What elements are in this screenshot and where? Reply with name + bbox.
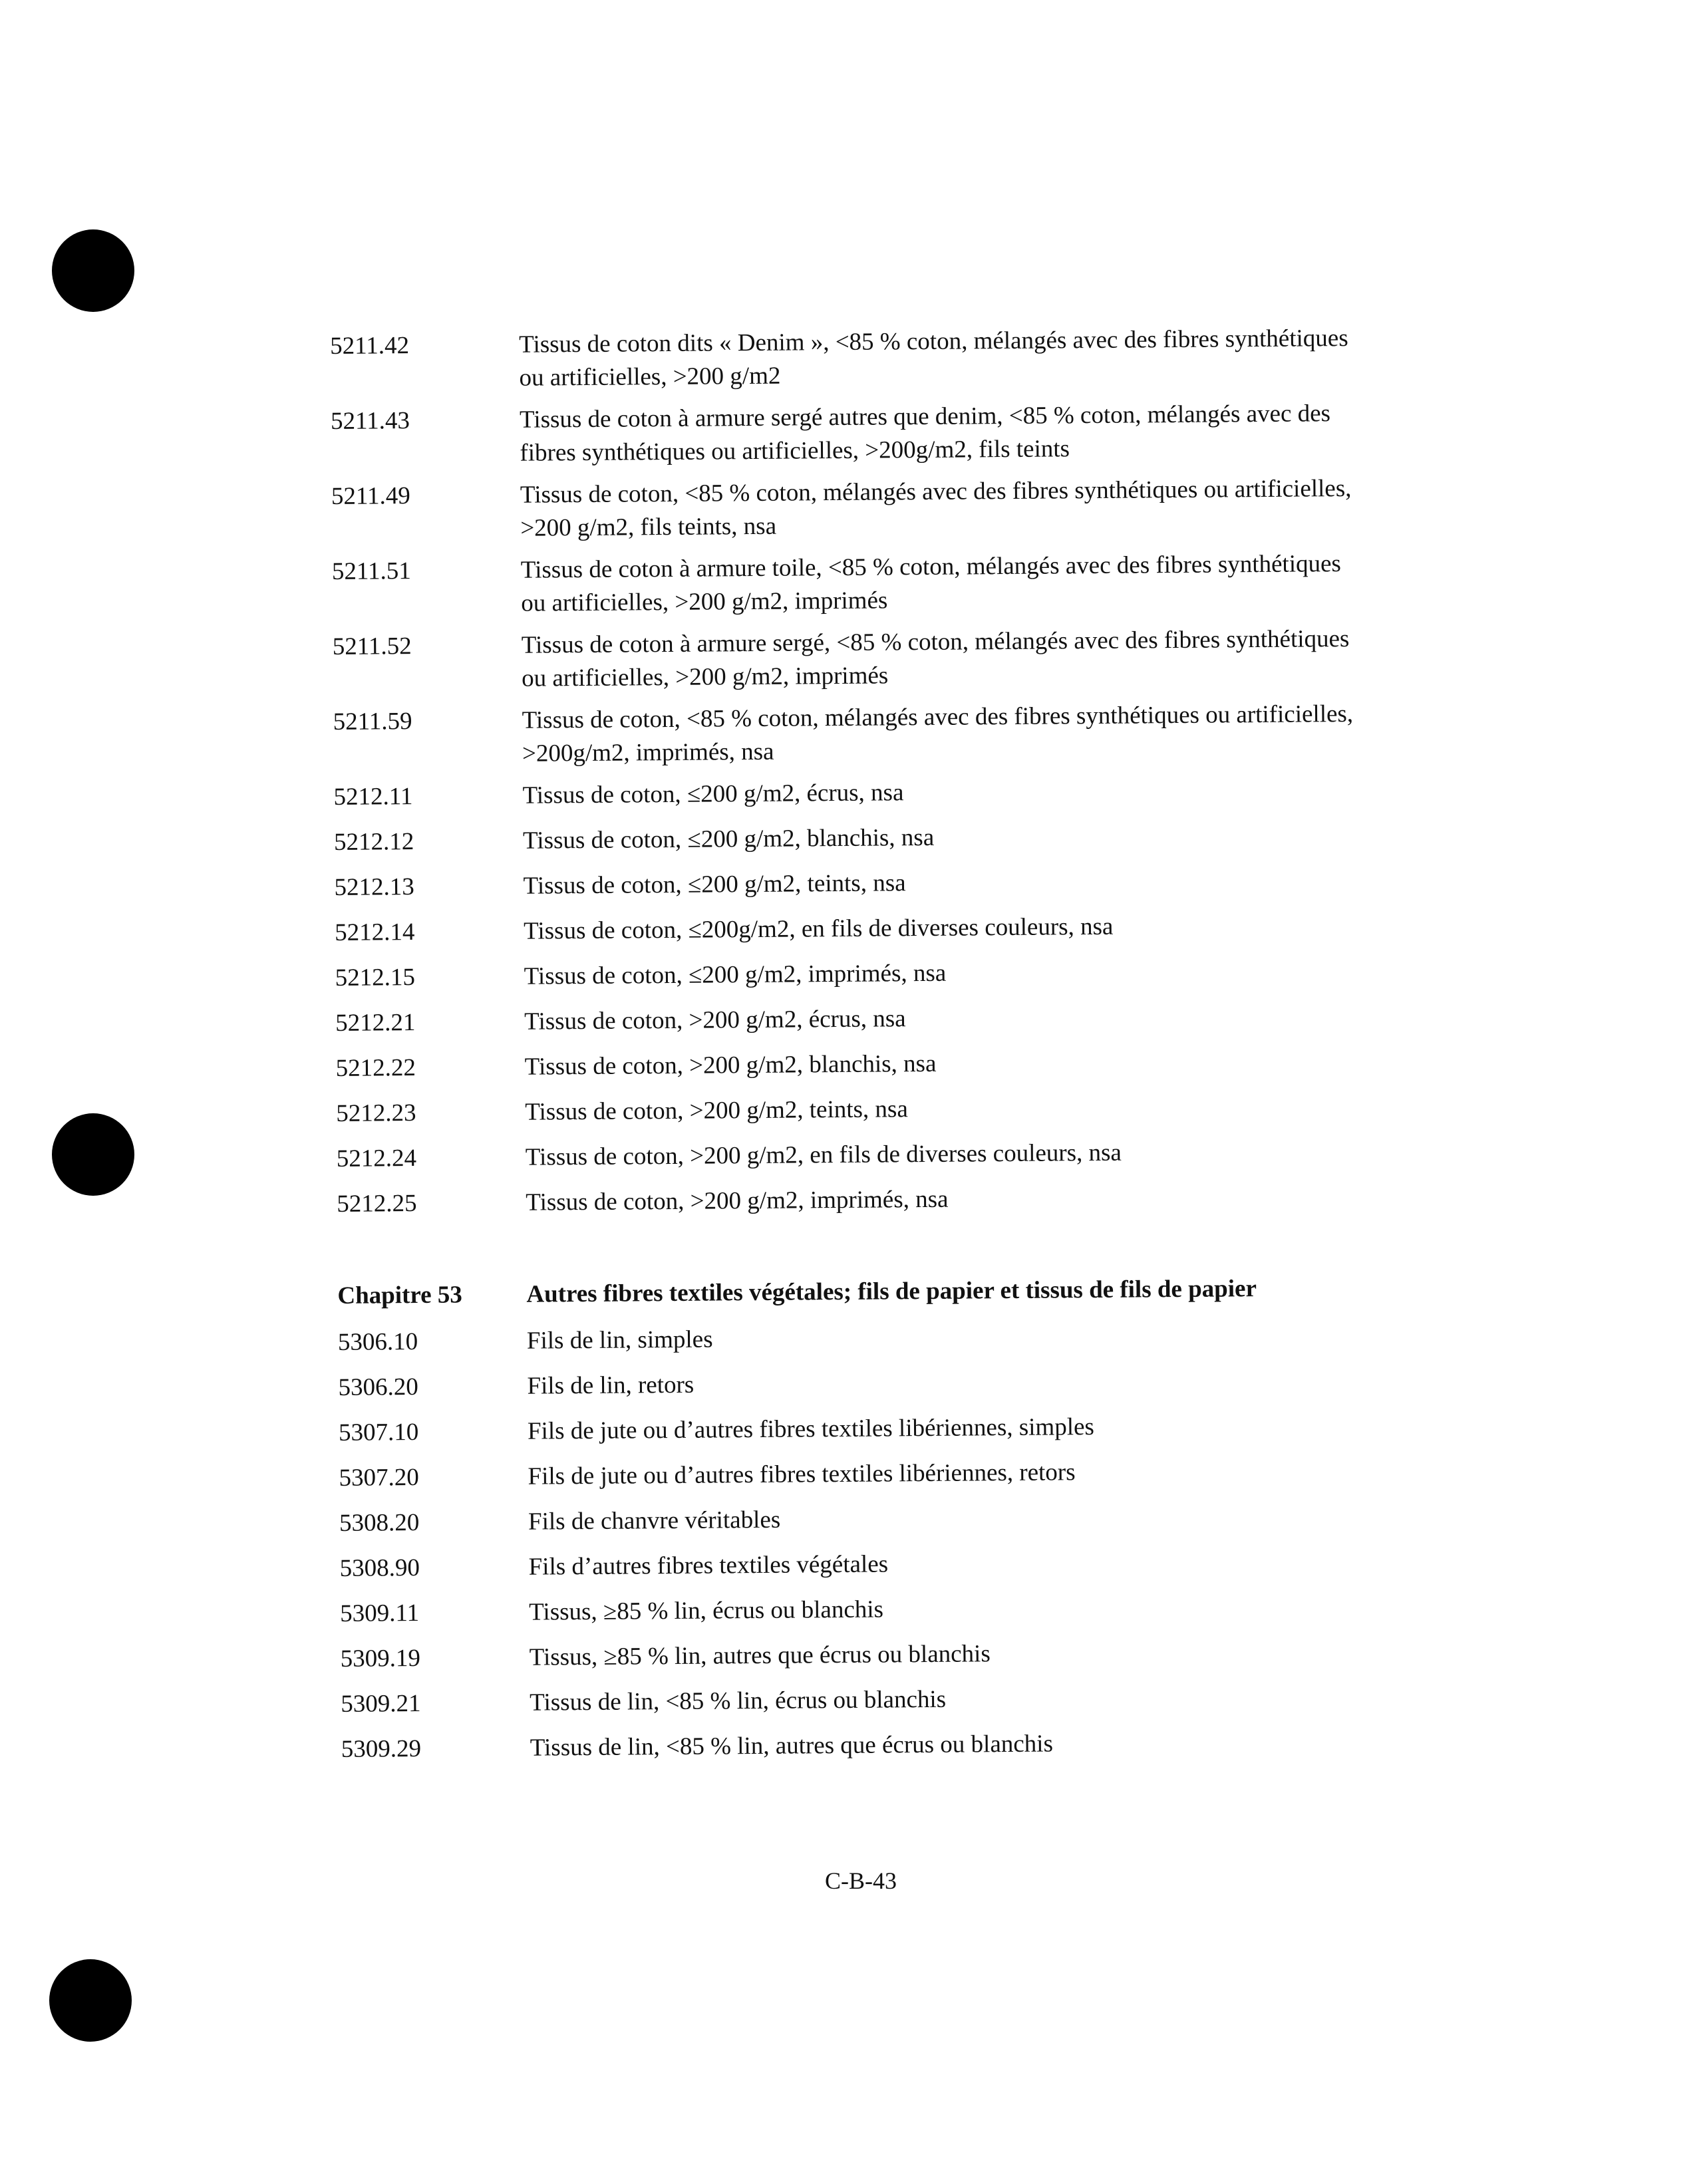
tariff-description: Tissus, ≥85 % lin, écrus ou blanchis	[528, 1595, 884, 1626]
tariff-description: Tissus de coton à armure sergé, <85 % coton, mélangés avec des fibres synthétiques ou artificielles, >200 g/m2, imprimés	[521, 624, 1350, 692]
tariff-entry	[338, 1318, 1376, 1371]
tariff-description: Fils de lin, retors	[527, 1371, 695, 1400]
tariff-entry	[335, 954, 1372, 1007]
tariff-code: 5211.43	[330, 407, 410, 435]
tariff-list	[330, 322, 1379, 1778]
tariff-code: 5309.29	[341, 1734, 422, 1763]
tariff-code: 5212.25	[337, 1190, 417, 1218]
tariff-description: Tissus de coton, ≤200g/m2, en fils de diverses couleurs, nsa	[523, 912, 1114, 945]
tariff-code: 5212.24	[336, 1145, 417, 1172]
tariff-entry	[336, 1089, 1374, 1143]
tariff-code: 5309.11	[340, 1599, 420, 1627]
tariff-code: 5306.10	[337, 1328, 418, 1356]
tariff-entry	[335, 999, 1373, 1052]
tariff-entry	[333, 698, 1371, 781]
tariff-entry	[337, 1135, 1374, 1188]
tariff-description: Tissus de coton, >200 g/m2, en fils de diverses couleurs, nsa	[525, 1139, 1122, 1171]
tariff-entry	[339, 1409, 1376, 1462]
tariff-description: Tissus, ≥85 % lin, autres que écrus ou blanchis	[529, 1640, 991, 1671]
tariff-description: Fils d’autres fibres textiles végétales	[528, 1550, 889, 1581]
tariff-description: Tissus de coton, ≤200 g/m2, blanchis, nsa	[522, 823, 935, 855]
chapter-title: Autres fibres textiles végétales; fils de papier et tissus de fils de papier	[526, 1275, 1257, 1308]
tariff-code: 5212.11	[333, 783, 413, 811]
chapter-heading	[337, 1272, 1376, 1326]
binder-hole-top	[52, 229, 134, 312]
binder-hole-middle	[52, 1113, 134, 1196]
tariff-entry	[341, 1635, 1378, 1688]
tariff-entry	[331, 472, 1370, 555]
tariff-entry	[338, 1363, 1376, 1417]
tariff-description: Tissus de coton, ≤200 g/m2, imprimés, nsa	[524, 959, 947, 990]
tariff-description: Tissus de coton, <85 % coton, mélangés avec des fibres synthétiques ou artificielles, >200g/m2, imprimés, nsa	[522, 700, 1354, 767]
tariff-description: Tissus de coton, ≤200 g/m2, teints, nsa	[523, 869, 906, 900]
tariff-entry	[330, 322, 1368, 405]
tariff-code: 5211.59	[333, 708, 412, 736]
tariff-entry	[334, 863, 1372, 916]
tariff-entry	[332, 547, 1370, 630]
tariff-code: 5308.90	[339, 1554, 420, 1582]
tariff-code: 5212.14	[334, 918, 415, 946]
tariff-entry	[336, 1044, 1374, 1097]
tariff-description: Tissus de coton, <85 % coton, mélangés avec des fibres synthétiques ou artificielles, >200 g/m2, fils teints, nsa	[520, 474, 1352, 542]
tariff-description: Tissus de lin, <85 % lin, écrus ou blanchis	[530, 1685, 947, 1716]
page-number: C-B-43	[825, 1867, 897, 1894]
tariff-code: 5212.12	[333, 828, 414, 856]
tariff-code: 5307.20	[339, 1464, 419, 1492]
tariff-entry	[340, 1589, 1378, 1643]
chapter-label: Chapitre 53	[337, 1281, 462, 1309]
tariff-code: 5212.15	[335, 964, 416, 992]
tariff-code: 5309.21	[341, 1689, 421, 1718]
tariff-description: Tissus de coton, >200 g/m2, imprimés, nsa	[526, 1185, 949, 1216]
tariff-code: 5309.19	[340, 1644, 421, 1673]
tariff-code: 5212.13	[334, 873, 414, 901]
tariff-code: 5306.20	[338, 1373, 418, 1401]
tariff-code: 5212.22	[335, 1054, 416, 1082]
tariff-code: 5212.21	[335, 1009, 416, 1037]
tariff-entry	[341, 1680, 1378, 1733]
tariff-code: 5211.52	[332, 632, 412, 660]
tariff-entry	[341, 1725, 1379, 1778]
tariff-description: Tissus de coton, ≤200 g/m2, écrus, nsa	[522, 779, 904, 809]
tariff-description: Tissus de coton à armure sergé autres que denim, <85 % coton, mélangés avec des fibres synthétiques ou artificielles, >200g/m2, fils teints	[519, 400, 1331, 467]
tariff-description: Fils de chanvre véritables	[528, 1506, 781, 1536]
tariff-description: Fils de jute ou d’autres fibres textiles libériennes, retors	[528, 1458, 1076, 1490]
tariff-description: Tissus de coton, >200 g/m2, teints, nsa	[525, 1095, 908, 1126]
tariff-description: Fils de jute ou d’autres fibres textiles libériennes, simples	[527, 1413, 1095, 1445]
tariff-code: 5211.51	[331, 557, 411, 585]
tariff-description: Tissus de coton, >200 g/m2, écrus, nsa	[524, 1005, 906, 1035]
tariff-entry	[334, 818, 1372, 871]
tariff-entry	[339, 1544, 1377, 1597]
tariff-entry	[339, 1454, 1376, 1507]
tariff-entry	[333, 773, 1371, 826]
tariff-code: 5211.42	[330, 332, 410, 360]
tariff-entry	[335, 908, 1372, 962]
tariff-description: Fils de lin, simples	[526, 1325, 713, 1355]
tariff-code: 5211.49	[331, 482, 411, 510]
tariff-entry	[339, 1499, 1377, 1552]
tariff-description: Tissus de lin, <85 % lin, autres que écrus ou blanchis	[530, 1730, 1054, 1762]
tariff-code: 5308.20	[339, 1509, 420, 1537]
tariff-description: Tissus de coton dits « Denim », <85 % coton, mélangés avec des fibres synthétiques ou artificielles, >200 g/m2	[519, 324, 1348, 392]
tariff-description: Tissus de coton à armure toile, <85 % coton, mélangés avec des fibres synthétiques ou artificielles, >200 g/m2, imprimés	[520, 550, 1342, 617]
tariff-code: 5212.23	[336, 1099, 416, 1127]
tariff-code: 5307.10	[338, 1419, 419, 1446]
tariff-entry	[333, 622, 1371, 706]
tariff-entry	[331, 397, 1369, 480]
tariff-entry	[337, 1180, 1374, 1233]
tariff-description: Tissus de coton, >200 g/m2, blanchis, nsa	[524, 1049, 937, 1081]
binder-hole-bottom	[49, 1959, 132, 2042]
